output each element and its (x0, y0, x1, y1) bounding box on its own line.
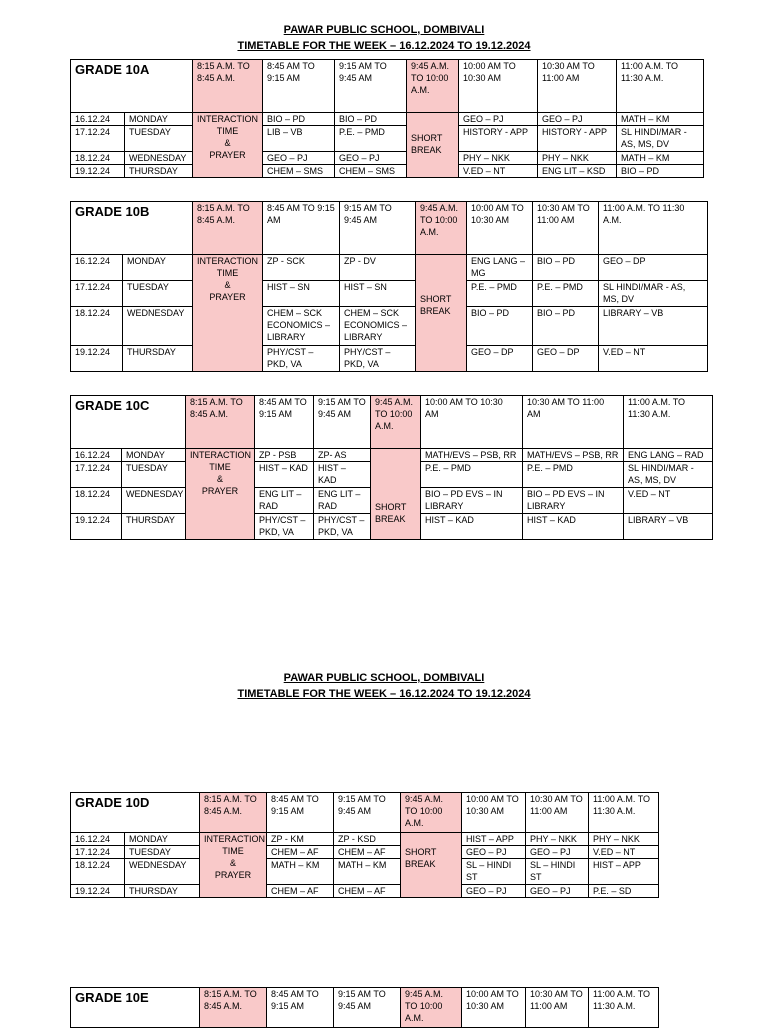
timetable-grade-10b (70, 201, 708, 372)
day-cell: MONDAY (122, 449, 186, 462)
time-slot-header: 9:45 A.M. TO 10:00 A.M. (401, 988, 462, 1028)
time-slot-header: 9:45 A.M. TO 10:00 A.M. (407, 60, 459, 113)
period-cell: PHY/CST – PKD, VA (314, 514, 371, 540)
period-cell: CHEM – AF (267, 885, 334, 898)
period-cell: MATH – KM (334, 859, 401, 885)
time-slot-header: 8:15 A.M. TO 8:45 A.M. (200, 988, 267, 1028)
time-slot-header: 8:15 A.M. TO 8:45 A.M. (193, 60, 263, 113)
period-cell: BIO – PD (335, 113, 407, 126)
time-slot-header: 10:30 AM TO 11:00 AM (526, 793, 589, 833)
period-cell: SL – HINDI ST (462, 859, 526, 885)
time-slot-header: 10:30 AM TO 11:00 AM (533, 202, 599, 255)
table-row (71, 165, 704, 178)
period-cell: V.ED – NT (459, 165, 538, 178)
period-cell: ZP - DV (340, 255, 416, 281)
timetable-grade-10d (70, 792, 659, 898)
time-slot-header: 8:45 AM TO 9:15 AM (267, 988, 334, 1028)
period-cell: PHY – NKK (538, 152, 617, 165)
time-slot-header: 11:00 A.M. TO 11:30 A.M. (624, 396, 713, 449)
period-cell: PHY/CST – PKD, VA (255, 514, 314, 540)
period-cell: ENG LANG – RAD (624, 449, 713, 462)
period-cell: GEO – PJ (526, 885, 589, 898)
day-cell: THURSDAY (122, 514, 186, 540)
time-slot-header: 9:15 AM TO 9:45 AM (314, 396, 371, 449)
time-slot-header: 10:00 AM TO 10:30 AM (462, 793, 526, 833)
period-cell: BIO – PD (533, 255, 599, 281)
time-slot-header: 9:15 AM TO 9:45 AM (335, 60, 407, 113)
grade-label: GRADE 10C (71, 396, 186, 449)
period-cell: CHEM – AF (334, 885, 401, 898)
period-cell: BIO – PD EVS – IN LIBRARY (421, 488, 523, 514)
interaction-time-cell: INTERACTION TIME & PRAYER (193, 255, 263, 372)
period-cell: SL – HINDI ST (526, 859, 589, 885)
period-cell: PHY – NKK (589, 833, 659, 846)
period-cell: GEO – PJ (459, 113, 538, 126)
period-cell: CHEM – SMS (263, 165, 335, 178)
time-slot-header: 9:45 A.M. TO 10:00 A.M. (371, 396, 421, 449)
date-cell: 17.12.24 (71, 126, 125, 152)
time-slot-header: 8:15 A.M. TO 8:45 A.M. (193, 202, 263, 255)
period-cell: SL HINDI/MAR - AS, MS, DV (624, 462, 713, 488)
grade-label: GRADE 10A (71, 60, 193, 113)
period-cell: BIO – PD (533, 307, 599, 346)
day-cell: THURSDAY (125, 165, 193, 178)
short-break-cell: SHORT BREAK (401, 833, 462, 898)
period-cell: V.ED – NT (599, 346, 708, 372)
time-slot-header: 10:30 AM TO 11:00 AM (526, 988, 589, 1028)
period-cell: GEO – DP (599, 255, 708, 281)
day-cell: WEDNESDAY (123, 307, 193, 346)
page-header-1 (0, 22, 768, 54)
date-cell: 19.12.24 (71, 346, 123, 372)
period-cell: MATH/EVS – PSB, RR (421, 449, 523, 462)
period-cell: GEO – DP (467, 346, 533, 372)
date-cell: 17.12.24 (71, 281, 123, 307)
time-slot-header: 10:00 AM TO 10:30 AM (459, 60, 538, 113)
date-cell: 18.12.24 (71, 307, 123, 346)
table-row (71, 307, 708, 346)
table-row (71, 126, 704, 152)
time-slot-header: 10:00 AM TO 10:30 AM (467, 202, 533, 255)
time-slot-header: 8:45 AM TO 9:15 AM (263, 60, 335, 113)
interaction-time-cell: INTERACTION TIME & PRAYER (200, 833, 267, 898)
time-slot-header: 10:00 AM TO 10:30 AM (462, 988, 526, 1028)
period-cell: ENG LIT – RAD (255, 488, 314, 514)
interaction-time-cell: INTERACTION TIME & PRAYER (193, 113, 263, 178)
period-cell: CHEM – AF (334, 846, 401, 859)
date-cell: 16.12.24 (71, 113, 125, 126)
period-cell: PHY/CST – PKD, VA (263, 346, 340, 372)
timetable-title: TIMETABLE FOR THE WEEK – 16.12.2024 TO 19.12.2024 (237, 40, 531, 52)
grade-label: GRADE 10D (71, 793, 200, 833)
period-cell: GEO – PJ (263, 152, 335, 165)
day-cell: TUESDAY (123, 281, 193, 307)
date-cell: 18.12.24 (71, 488, 122, 514)
period-cell: HIST – SN (340, 281, 416, 307)
period-cell: V.ED – NT (589, 846, 659, 859)
period-cell: CHEM – AF (267, 846, 334, 859)
day-cell: TUESDAY (125, 126, 193, 152)
time-slot-header: 11:00 A.M. TO 11:30 A.M. (599, 202, 708, 255)
date-cell: 19.12.24 (71, 165, 125, 178)
time-slot-header: 9:15 AM TO 9:45 AM (334, 988, 401, 1028)
time-slot-header: 9:45 A.M. TO 10:00 A.M. (416, 202, 467, 255)
date-cell: 16.12.24 (71, 833, 125, 846)
period-cell: SL HINDI/MAR - AS, MS, DV (599, 281, 708, 307)
date-cell: 19.12.24 (71, 514, 122, 540)
date-cell: 17.12.24 (71, 462, 122, 488)
time-slot-header: 9:45 A.M. TO 10:00 A.M. (401, 793, 462, 833)
period-cell: MATH – KM (617, 113, 704, 126)
period-cell: ENG LIT – KSD (538, 165, 617, 178)
date-cell: 18.12.24 (71, 859, 125, 885)
period-cell: HIST – APP (589, 859, 659, 885)
time-slot-header: 11:00 A.M. TO 11:30 A.M. (589, 988, 659, 1028)
period-cell: P.E. – PMD (421, 462, 523, 488)
page-header-2 (0, 670, 768, 702)
table-row (71, 449, 713, 462)
date-cell: 16.12.24 (71, 449, 122, 462)
period-cell: MATH – KM (267, 859, 334, 885)
period-cell: BIO – PD (617, 165, 704, 178)
time-slot-header: 10:30 AM TO 11:00 AM (523, 396, 624, 449)
period-cell: PHY/CST – PKD, VA (340, 346, 416, 372)
period-cell: CHEM – SCK ECONOMICS – LIBRARY (263, 307, 340, 346)
period-cell: ENG LIT – RAD (314, 488, 371, 514)
period-cell: HISTORY - APP (538, 126, 617, 152)
table-row (71, 833, 659, 846)
period-cell: ZP - SCK (263, 255, 340, 281)
period-cell: CHEM – SMS (335, 165, 407, 178)
period-cell: LIBRARY – VB (599, 307, 708, 346)
table-row (71, 113, 704, 126)
time-slot-header: 11:00 A.M. TO 11:30 A.M. (617, 60, 704, 113)
time-slot-header: 11:00 A.M. TO 11:30 A.M. (589, 793, 659, 833)
day-cell: MONDAY (123, 255, 193, 281)
time-slot-header: 8:45 AM TO 9:15 AM (255, 396, 314, 449)
short-break-cell: SHORT BREAK (416, 255, 467, 372)
day-cell: THURSDAY (125, 885, 200, 898)
grade-label: GRADE 10E (71, 988, 200, 1028)
period-cell: ZP - KM (267, 833, 334, 846)
period-cell: BIO – PD (467, 307, 533, 346)
period-cell: PHY – NKK (459, 152, 538, 165)
period-cell: GEO – PJ (526, 846, 589, 859)
period-cell: ENG LANG – MG (467, 255, 533, 281)
grade-label: GRADE 10B (71, 202, 193, 255)
day-cell: TUESDAY (125, 846, 200, 859)
period-cell: SL HINDI/MAR - AS, MS, DV (617, 126, 704, 152)
period-cell: HIST – KAD (523, 514, 624, 540)
table-row (71, 255, 708, 281)
period-cell: CHEM – SCK ECONOMICS – LIBRARY (340, 307, 416, 346)
time-slot-header: 8:15 A.M. TO 8:45 A.M. (200, 793, 267, 833)
time-slot-header: 10:30 AM TO 11:00 AM (538, 60, 617, 113)
period-cell: P.E. – PMD (533, 281, 599, 307)
day-cell: MONDAY (125, 113, 193, 126)
timetable-grade-10a (70, 59, 704, 178)
table-row (71, 152, 704, 165)
day-cell: MONDAY (125, 833, 200, 846)
period-cell: V.ED – NT (624, 488, 713, 514)
period-cell: HIST – SN (263, 281, 340, 307)
period-cell: ZP - KSD (334, 833, 401, 846)
period-cell: GEO – PJ (462, 885, 526, 898)
period-cell: P.E. – SD (589, 885, 659, 898)
period-cell: GEO – DP (533, 346, 599, 372)
period-cell: HISTORY - APP (459, 126, 538, 152)
date-cell: 18.12.24 (71, 152, 125, 165)
table-row (71, 885, 659, 898)
day-cell: WEDNESDAY (125, 152, 193, 165)
time-slot-header: 9:15 AM TO 9:45 AM (334, 793, 401, 833)
period-cell: HIST – KAD (314, 462, 371, 488)
period-cell: ZP- AS (314, 449, 371, 462)
date-cell: 16.12.24 (71, 255, 123, 281)
time-slot-header: 9:15 AM TO 9:45 AM (340, 202, 416, 255)
day-cell: TUESDAY (122, 462, 186, 488)
school-name: PAWAR PUBLIC SCHOOL, DOMBIVALI (283, 672, 485, 684)
period-cell: GEO – PJ (335, 152, 407, 165)
period-cell: BIO – PD EVS – IN LIBRARY (523, 488, 624, 514)
timetable-grade-10e (70, 987, 659, 1028)
time-slot-header: 10:00 AM TO 10:30 AM (421, 396, 523, 449)
period-cell: BIO – PD (263, 113, 335, 126)
school-name: PAWAR PUBLIC SCHOOL, DOMBIVALI (283, 24, 485, 36)
period-cell: GEO – PJ (462, 846, 526, 859)
table-row (71, 346, 708, 372)
time-slot-header: 8:15 A.M. TO 8:45 A.M. (186, 396, 255, 449)
time-slot-header: 8:45 AM TO 9:15 AM (263, 202, 340, 255)
short-break-cell: SHORT BREAK (371, 449, 421, 540)
period-cell: P.E. – PMD (523, 462, 624, 488)
period-cell: LIB – VB (263, 126, 335, 152)
table-row (71, 846, 659, 859)
period-cell: PHY – NKK (526, 833, 589, 846)
period-cell: ZP - PSB (255, 449, 314, 462)
day-cell: THURSDAY (123, 346, 193, 372)
timetable-grade-10c (70, 395, 713, 540)
period-cell: P.E. – PMD (335, 126, 407, 152)
short-break-cell: SHORT BREAK (407, 113, 459, 178)
time-slot-header: 8:45 AM TO 9:15 AM (267, 793, 334, 833)
period-cell: MATH – KM (617, 152, 704, 165)
period-cell: HIST – KAD (421, 514, 523, 540)
date-cell: 19.12.24 (71, 885, 125, 898)
day-cell: WEDNESDAY (125, 859, 200, 885)
period-cell: LIBRARY – VB (624, 514, 713, 540)
period-cell: GEO – PJ (538, 113, 617, 126)
period-cell: HIST – KAD (255, 462, 314, 488)
interaction-time-cell: INTERACTION TIME & PRAYER (186, 449, 255, 540)
period-cell: MATH/EVS – PSB, RR (523, 449, 624, 462)
timetable-title: TIMETABLE FOR THE WEEK – 16.12.2024 TO 19.12.2024 (237, 688, 531, 700)
day-cell: WEDNESDAY (122, 488, 186, 514)
table-row (71, 859, 659, 885)
date-cell: 17.12.24 (71, 846, 125, 859)
table-row (71, 281, 708, 307)
period-cell: P.E. – PMD (467, 281, 533, 307)
period-cell: HIST – APP (462, 833, 526, 846)
